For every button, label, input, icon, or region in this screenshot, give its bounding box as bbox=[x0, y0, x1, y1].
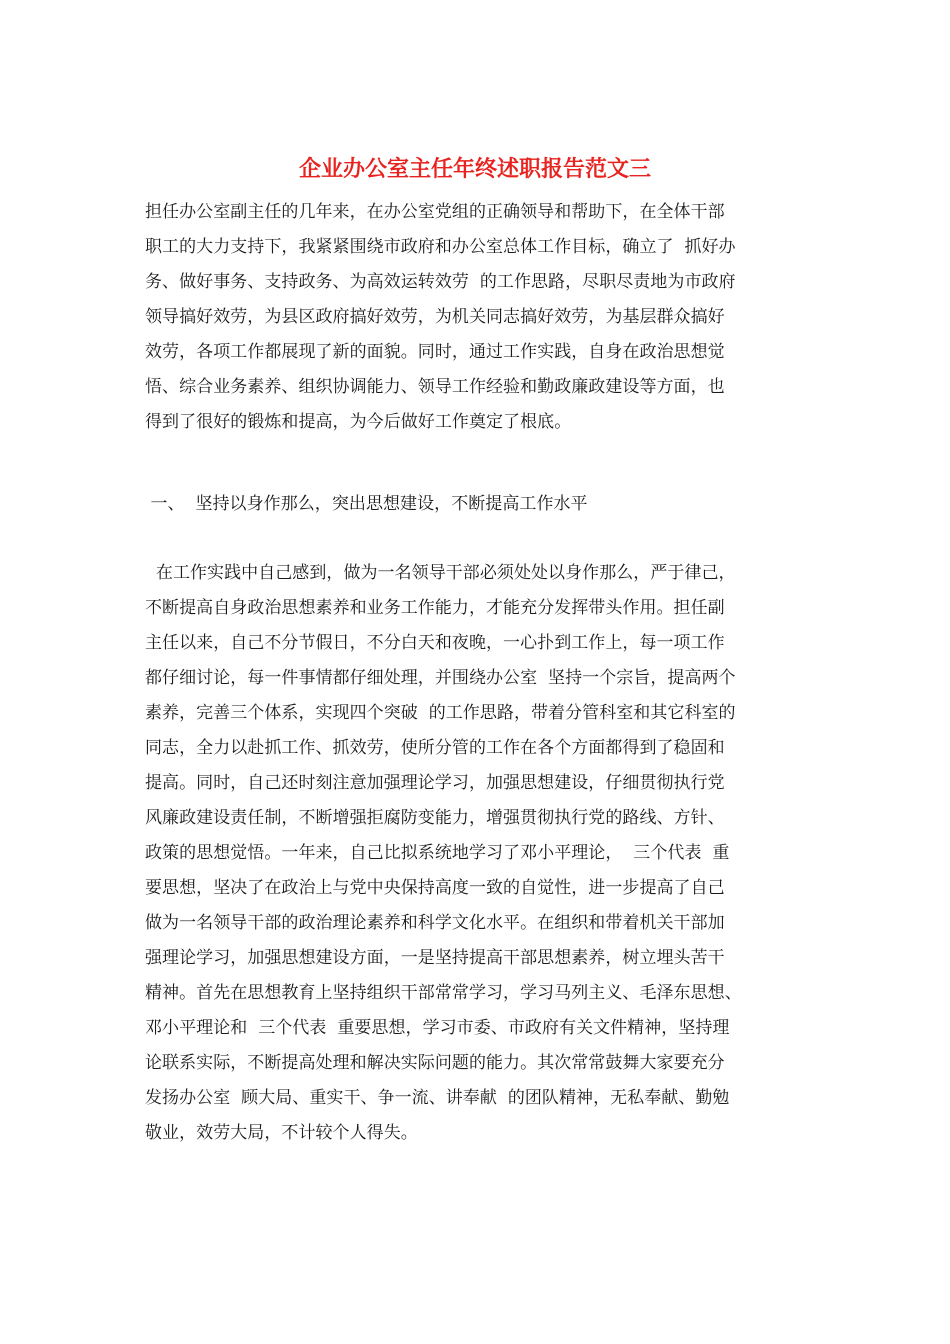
text-line: 精神。首先在思想教育上坚持组织干部常常学习，学习马列主义、毛泽东思想、 bbox=[145, 983, 742, 1003]
text-line: 在工作实践中自己感到，做为一名领导干部必须处处以身作那么，严于律己， bbox=[145, 563, 736, 583]
text-line: 务、做好事务、支持政务、为高效运转效劳 的工作思路，尽职尽责地为市政府 bbox=[145, 272, 736, 292]
text-line: 提高。同时，自己还时刻注意加强理论学习，加强思想建设，仔细贯彻执行党 bbox=[145, 773, 725, 793]
text-line: 职工的大力支持下，我紧紧围绕市政府和办公室总体工作目标，确立了 抓好办 bbox=[145, 237, 736, 257]
text-line: 素养，完善三个体系，实现四个突破 的工作思路，带着分管科室和其它科室的 bbox=[145, 703, 736, 723]
section-heading-text: 一、 坚持以身作那么，突出思想建设，不断提高工作水平 bbox=[145, 494, 588, 514]
text-line: 强理论学习，加强思想建设方面，一是坚持提高干部思想素养，树立埋头苦干 bbox=[145, 948, 725, 968]
section-heading-1 bbox=[145, 487, 810, 522]
text-line: 同志，全力以赴抓工作、抓效劳，使所分管的工作在各个方面都得到了稳固和 bbox=[145, 738, 725, 758]
text-line: 主任以来，自己不分节假日，不分白天和夜晚，一心扑到工作上，每一项工作 bbox=[145, 633, 725, 653]
text-line: 悟、综合业务素养、组织协调能力、领导工作经验和勤政廉政建设等方面，也 bbox=[145, 377, 725, 397]
paragraph-section-1 bbox=[145, 556, 810, 1151]
document-title: 企业办公室主任年终述职报告范文三 bbox=[298, 156, 651, 182]
text-line: 政策的思想觉悟。一年来，自己比拟系统地学习了邓小平理论， 三个代表 重 bbox=[145, 843, 730, 863]
text-line: 风廉政建设责任制，不断增强拒腐防变能力，增强贯彻执行党的路线、方针、 bbox=[145, 808, 725, 828]
text-line: 发扬办公室 顾大局、重实干、争一流、讲奉献 的团队精神，无私奉献、勤勉 bbox=[145, 1088, 730, 1108]
paragraph-intro bbox=[145, 195, 810, 440]
text-line: 得到了很好的锻炼和提高，为今后做好工作奠定了根底。 bbox=[145, 412, 572, 432]
text-line: 论联系实际，不断提高处理和解决实际问题的能力。其次常常鼓舞大家要充分 bbox=[145, 1053, 725, 1073]
text-line: 都仔细讨论，每一件事情都仔细处理，并围绕办公室 坚持一个宗旨，提高两个 bbox=[145, 668, 736, 688]
text-line: 做为一名领导干部的政治理论素养和科学文化水平。在组织和带着机关干部加 bbox=[145, 913, 725, 933]
text-line: 不断提高自身政治思想素养和业务工作能力，才能充分发挥带头作用。担任副 bbox=[145, 598, 725, 618]
text-line: 领导搞好效劳，为县区政府搞好效劳，为机关同志搞好效劳，为基层群众搞好 bbox=[145, 307, 725, 327]
text-line: 担任办公室副主任的几年来，在办公室党组的正确领导和帮助下，在全体干部 bbox=[145, 202, 725, 222]
text-line: 邓小平理论和 三个代表 重要思想，学习市委、市政府有关文件精神，坚持理 bbox=[145, 1018, 730, 1038]
text-line: 效劳，各项工作都展现了新的面貌。同时，通过工作实践，自身在政治思想觉 bbox=[145, 342, 725, 362]
text-line: 要思想，坚决了在政治上与党中央保持高度一致的自觉性，进一步提高了自己 bbox=[145, 878, 725, 898]
text-line: 敬业，效劳大局，不计较个人得失。 bbox=[145, 1123, 418, 1143]
